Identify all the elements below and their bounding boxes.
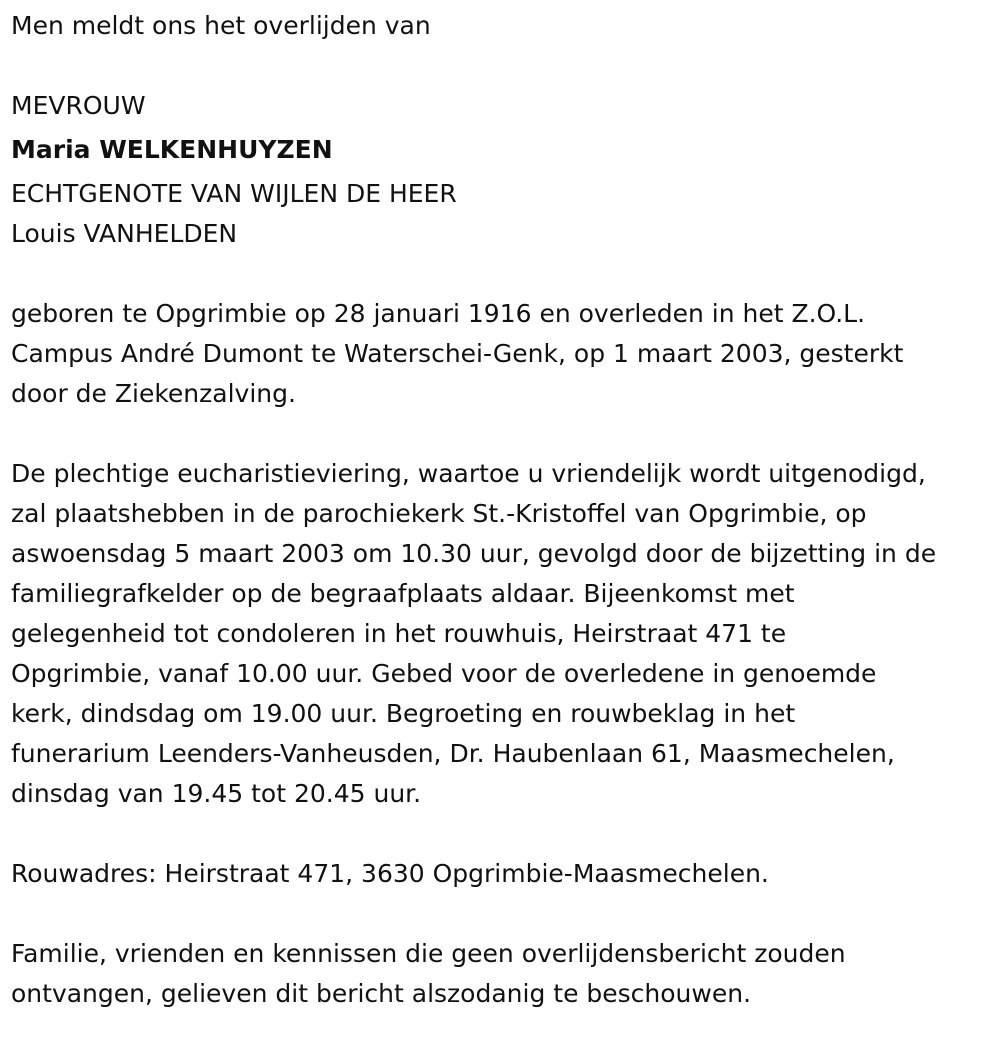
spacer xyxy=(11,254,990,294)
relation-text: ECHTGENOTE VAN WIJLEN DE HEER xyxy=(11,179,457,208)
paragraph-line: Opgrimbie, vanaf 10.00 uur. Gebed voor de overledene in genoemde xyxy=(11,659,877,688)
paragraph-line: Campus André Dumont te Waterschei-Genk, op 1 maart 2003, gesterkt xyxy=(11,339,904,368)
address-text: Rouwadres: Heirstraat 471, 3630 Opgrimbie-Maasmechelen. xyxy=(11,859,769,888)
paragraph-line: aswoensdag 5 maart 2003 om 10.30 uur, gevolgd door de bijzetting in de xyxy=(11,539,937,568)
birth-paragraph xyxy=(11,294,990,414)
deceased-name: Maria WELKENHUYZEN xyxy=(11,135,333,164)
intro-text: Men meldt ons het overlijden van xyxy=(11,11,431,40)
paragraph-line: door de Ziekenzalving. xyxy=(11,379,296,408)
title-text: MEVROUW xyxy=(11,91,146,120)
paragraph-line: funerarium Leenders-Vanheusden, Dr. Haubenlaan 61, Maasmechelen, xyxy=(11,739,895,768)
spacer xyxy=(11,814,990,854)
paragraph-line: Familie, vrienden en kennissen die geen overlijdensbericht zouden xyxy=(11,939,846,968)
paragraph-line: familiegrafkelder op de begraafplaats aldaar. Bijeenkomst met xyxy=(11,579,795,608)
paragraph-line: ontvangen, gelieven dit bericht alszodanig te beschouwen. xyxy=(11,979,752,1008)
ceremony-paragraph xyxy=(11,454,990,814)
paragraph-line: kerk, dindsdag om 19.00 uur. Begroeting en rouwbeklag in het xyxy=(11,699,796,728)
closing-paragraph xyxy=(11,934,990,1014)
paragraph-line: gelegenheid tot condoleren in het rouwhuis, Heirstraat 471 te xyxy=(11,619,787,648)
spouse-name: Louis VANHELDEN xyxy=(11,219,238,248)
spacer xyxy=(11,894,990,934)
spacer xyxy=(11,414,990,454)
paragraph-line: geboren te Opgrimbie op 28 januari 1916 en overleden in het Z.O.L. xyxy=(11,299,866,328)
paragraph-line: De plechtige eucharistieviering, waartoe u vriendelijk wordt uitgenodigd, xyxy=(11,459,926,488)
paragraph-line: zal plaatshebben in de parochiekerk St.-Kristoffel van Opgrimbie, op xyxy=(11,499,867,528)
paragraph-line: dinsdag van 19.45 tot 20.45 uur. xyxy=(11,779,422,808)
spacer xyxy=(11,46,990,86)
